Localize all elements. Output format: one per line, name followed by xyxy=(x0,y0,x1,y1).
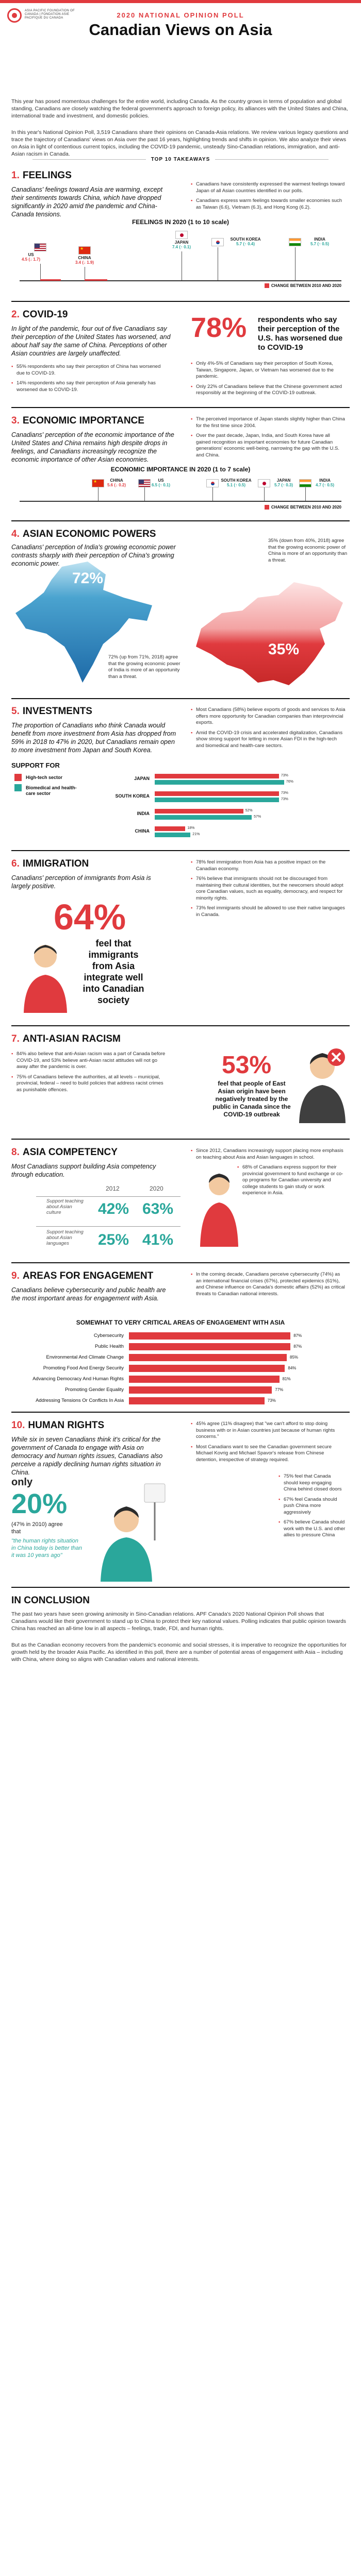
bullet: • 55% respondents who say their perception of China has worsened due to COVID-19. xyxy=(11,364,166,377)
south-korea-flag-icon xyxy=(206,479,219,487)
bullet: • 67% feel Canada should push China more aggressively xyxy=(278,1497,346,1516)
racism-big-caption: feel that people of East Asian origin have been negatively treated by the public in Canada since the COVID-19 outbreak xyxy=(212,1080,291,1118)
covid-big-stat: 78% xyxy=(191,312,247,343)
row-languages-2012: 25% xyxy=(98,1231,129,1248)
section-divider xyxy=(11,1025,350,1026)
pin-stem xyxy=(144,487,145,501)
investment-country-label: INDIA xyxy=(137,811,150,816)
section-number: 5. xyxy=(11,706,20,717)
section-title-text: ASIAN ECONOMIC POWERS xyxy=(22,529,156,539)
section-divider xyxy=(11,520,350,521)
immigration-big-caption: feel that immigrants from Asia integrate well into Canadian society xyxy=(83,938,144,1005)
bar-high-tech xyxy=(155,774,279,778)
pin-change: (↓ 0.2) xyxy=(114,483,126,487)
engagement-row xyxy=(0,1364,361,1373)
pin-change: (↑ 0.5) xyxy=(234,483,246,487)
pin-value: 5.7 xyxy=(310,242,317,246)
immigration-lead: Canadians' perception of immigrants from Asia is largely positive. xyxy=(11,874,151,890)
engagement-bar xyxy=(129,1386,272,1394)
section-divider xyxy=(11,1139,350,1140)
investment-row xyxy=(108,791,340,806)
investment-row xyxy=(108,809,340,823)
pin-label: SOUTH KOREA xyxy=(230,237,261,242)
legend-label: CHANGE BETWEEN 2010 AND 2020 xyxy=(271,283,341,288)
pin-change: (↑ 0.4) xyxy=(243,242,255,246)
india-flag-icon xyxy=(289,238,301,246)
logo-text: ASIA PACIFIC FOUNDATION OF CANADA | FONDATION ASIE PACIFIQUE DU CANADA xyxy=(25,9,75,20)
rights-big-sub: (47% in 2010) agree that xyxy=(11,1521,63,1535)
section-competency-title xyxy=(11,1147,118,1158)
row-culture-label: Support teaching about Asian culture xyxy=(46,1198,84,1215)
competency-lead: Most Canadians support building Asia competency through education. xyxy=(11,1163,156,1178)
investment-country-label: JAPAN xyxy=(134,776,150,781)
pin-value: 3.4 xyxy=(75,260,81,265)
section-divider xyxy=(11,301,350,302)
bullet: • 84% also believe that anti-Asian racism was a part of Canada before COVID-19, and 53% believe anti-Asian racist attitudes will not go away after the pandemic is over. xyxy=(11,1051,166,1071)
bullet: • Most Canadians want to see the Canadian government secure Michael Kovrig and Michael Spavor's release from Chinese detention, irrespective of strategy required. xyxy=(191,1444,346,1464)
bar-biomedical xyxy=(155,833,190,837)
table-rule xyxy=(36,1196,180,1197)
section-number: 10. xyxy=(11,1420,25,1431)
pin-south-korea xyxy=(227,237,264,246)
engagement-bar xyxy=(129,1397,265,1404)
feelings-bullets xyxy=(191,181,346,214)
bar-value-label: 52% xyxy=(245,809,253,812)
section-title-text: FEELINGS xyxy=(22,170,72,181)
bar-value-label: 73% xyxy=(281,774,288,777)
engagement-row xyxy=(0,1385,361,1395)
rights-lead: While six in seven Canadians think it's critical for the government of Canada to engage with Asia on democracy and human rights issues, Canadians also perceive a rapidly declining human rights situation in China. xyxy=(11,1436,163,1476)
pin-stem xyxy=(305,487,306,501)
engagement-row xyxy=(0,1342,361,1351)
rights-big-stat: 20% xyxy=(11,1488,68,1519)
pin-label: US xyxy=(158,478,164,483)
pin-stem xyxy=(98,487,99,501)
india-pct-label: 72% xyxy=(72,570,104,587)
engagement-value-label: 84% xyxy=(288,1366,297,1370)
section-divider xyxy=(11,1412,350,1413)
racism-person-icon xyxy=(294,1046,351,1123)
pin-change: (↓ 1.7) xyxy=(28,257,41,262)
section-title-text: AREAS FOR ENGAGEMENT xyxy=(22,1270,154,1281)
bar-high-tech xyxy=(155,809,243,814)
pin-stem xyxy=(40,264,41,280)
engagement-lead: Canadians believe cybersecurity and public health are the most important areas for engagement with Asia. xyxy=(11,1286,166,1302)
china-caption: 35% (down from 40%, 2018) agree that the growing economic power of China is more of an opportunity than a threat. xyxy=(268,538,348,563)
bullet: • Canadians express warm feelings towards smaller economies such as Taiwan (6.6), Vietnam (6.3), and Hong Kong (6.2). xyxy=(191,198,346,211)
pin-us xyxy=(15,252,46,262)
engagement-bar xyxy=(129,1332,290,1340)
feelings-axis xyxy=(20,280,341,281)
pin-china xyxy=(101,478,132,487)
powers-lead: Canadians' perception of India's growing economic power contrasts sharply with their perception of China's growing economic power. xyxy=(11,544,176,567)
engagement-category-label: Cybersecurity xyxy=(93,1333,124,1338)
section-divider xyxy=(11,407,350,408)
pin-label: CHINA xyxy=(78,256,91,260)
pin-value: 5.1 xyxy=(226,483,233,487)
pin-value: 6.5 xyxy=(151,483,158,487)
section-divider xyxy=(11,850,350,851)
engagement-category-label: Promoting Gender Equality xyxy=(64,1387,124,1393)
bullet: • 68% of Canadians express support for their provincial government to fund exchange or co-op programs for Canadian university and college students to gain study or work experience in Asia. xyxy=(237,1164,346,1197)
pin-label: JAPAN xyxy=(174,240,189,245)
bullet: • 45% agree (11% disagree) that "we can't afford to stop doing business with or in Asian countries just because of human rights concerns." xyxy=(191,1421,346,1440)
bullet: • 76% believe that immigrants should not be discouraged from maintaining their cultural identities, but the newcomers should adopt core Canadian values, such as equality, democracy, and respect for minority rights. xyxy=(191,876,346,902)
pin-label: INDIA xyxy=(314,237,325,242)
section-feelings-title xyxy=(11,170,72,181)
bullet: • Canadians have consistently expressed the warmest feelings toward Japan of all Asian countries identified in our polls. xyxy=(191,181,346,194)
key-swatch-biomedical xyxy=(14,784,22,791)
investment-country-label: CHINA xyxy=(135,828,150,834)
section-number: 6. xyxy=(11,858,20,869)
south-korea-flag-icon xyxy=(211,238,224,246)
engagement-bullets xyxy=(191,1272,346,1301)
intro-paragraph-2: In this year's National Opinion Poll, 3,519 Canadians share their opinions on Canada-Asia relations. We review various legacy questions and trace the trajectory of Canadians' views on Asia over the past 16 years, highlighting trends and shifts in opinion. We also analyze their views on Asia in light of contentious current topics, including the COVID-19 pandemic, unsteady Sino-Canadian relations, immigration, and anti-Asian racism in Canada. xyxy=(11,129,349,157)
china-flag-icon xyxy=(78,246,91,255)
immigration-bullets xyxy=(191,859,346,922)
feelings-chart-title: FEELINGS IN 2020 (1 to 10 scale) xyxy=(132,218,229,226)
engagement-chart-title: SOMEWHAT TO VERY CRITICAL AREAS OF ENGAGEMENT WITH ASIA xyxy=(76,1319,285,1326)
covid-lead: In light of the pandemic, four out of five Canadians say their perception of the United States has worsened, and about half say the same of China. Perceptions of other Asian countries are largely unaffected. xyxy=(11,325,171,357)
engagement-bar xyxy=(129,1365,285,1372)
section-rights-title xyxy=(11,1420,104,1431)
bar-biomedical xyxy=(155,780,284,785)
economic-chart-title: ECONOMIC IMPORTANCE IN 2020 (1 to 7 scale) xyxy=(110,466,251,473)
change-bar xyxy=(40,279,61,281)
bullet: • Only 22% of Canadians believe that the Chinese government acted responsibly at the beginning of the COVID-19 outbreak. xyxy=(191,384,346,397)
section-title-text: HUMAN RIGHTS xyxy=(28,1420,105,1431)
section-title-text: ANTI-ASIAN RACISM xyxy=(22,1033,121,1044)
pin-china xyxy=(69,256,100,265)
engagement-category-label: Public Health xyxy=(95,1344,124,1349)
investment-row xyxy=(108,774,340,788)
pin-label: INDIA xyxy=(319,478,331,483)
bullet: • 73% feel immigrants should be allowed to use their native languages in Canada. xyxy=(191,905,346,918)
pin-india xyxy=(309,478,340,487)
bullet: • 75% of Canadians believe the authorities, at all levels – municipal, provincial, federal – need to build policies that address racist crimes as punishable offences. xyxy=(11,1074,166,1094)
bar-value-label: 21% xyxy=(192,833,200,836)
engagement-category-label: Addressing Tensions Or Conflicts In Asia xyxy=(36,1398,124,1403)
pin-change: (↓ 1.9) xyxy=(82,260,94,265)
engagement-category-label: Environmental And Climate Change xyxy=(46,1354,124,1360)
covid-bullets-left xyxy=(11,364,166,397)
engagement-category-label: Advancing Democracy And Human Rights xyxy=(32,1376,124,1382)
section-title-text: COVID-19 xyxy=(22,309,68,320)
india-caption: 72% (up from 71%, 2018) agree that the growing economic power of India is more of an opportunity than a threat. xyxy=(108,654,180,680)
section-title-text: ECONOMIC IMPORTANCE xyxy=(22,415,144,426)
pin-label: CHINA xyxy=(110,478,123,483)
engagement-category-label: Promoting Food And Energy Security xyxy=(43,1365,124,1371)
key-label-biomedical: Biomedical and health-care sector xyxy=(26,785,77,796)
legend-swatch xyxy=(265,283,269,288)
investment-row xyxy=(108,826,340,841)
pin-change: (↑ 0.5) xyxy=(317,242,330,246)
engagement-row xyxy=(0,1396,361,1405)
section-divider xyxy=(11,1587,350,1588)
section-number: 3. xyxy=(11,415,20,426)
legend-label: CHANGE BETWEEN 2010 AND 2020 xyxy=(271,505,341,510)
section-racism-title xyxy=(11,1033,121,1045)
pin-value: 4.5 xyxy=(21,257,28,262)
bullet: • Only 4%-5% of Canadians say their perception of South Korea, Taiwan, Singapore, Japan, or Vietnam has worsened due to the pandemic. xyxy=(191,361,346,380)
section-divider xyxy=(11,698,350,699)
bar-value-label: 76% xyxy=(286,780,293,784)
section-title-text: INVESTMENTS xyxy=(22,706,92,717)
section-engagement-title xyxy=(11,1270,153,1282)
rights-sub-bullets xyxy=(278,1473,346,1543)
bar-high-tech xyxy=(155,826,185,831)
pin-value: 4.7 xyxy=(315,483,322,487)
pin-stem xyxy=(264,487,265,501)
col-2020-label: 2020 xyxy=(150,1185,163,1192)
engagement-row xyxy=(0,1331,361,1341)
engagement-value-label: 87% xyxy=(293,1333,302,1338)
rights-bullets xyxy=(191,1421,346,1467)
pin-label: SOUTH KOREA xyxy=(221,478,252,483)
engagement-value-label: 87% xyxy=(293,1344,302,1349)
key-swatch-high-tech xyxy=(14,774,22,781)
bullet: • Most Canadians (58%) believe exports of goods and services to Asia offers more opportunity for Canadian companies than interprovincial exports. xyxy=(191,707,346,726)
conclusion-paragraph-1: The past two years have seen growing animosity in Sino-Canadian relations. APF Canada's 2020 National Opinion Poll shows that Canadians would like their government to stand up to China to protect their key national values. Polling indicates that public opinion towards China has reached an all-time low in all aspects – feelings, trade, FDI, and human rights. xyxy=(11,1611,347,1632)
pin-value: 5.7 xyxy=(236,242,242,246)
conclusion-title: IN CONCLUSION xyxy=(11,1595,90,1606)
table-rule xyxy=(36,1226,180,1227)
feelings-lead: Canadians' feelings toward Asia are warming, except their sentiments towards China, which have dropped significantly in 2020 amid the pandemic and China-Canada tensions. xyxy=(11,186,163,218)
china-map xyxy=(191,582,346,690)
section-title-text: IMMIGRATION xyxy=(22,858,89,869)
racism-big-stat: 53% xyxy=(222,1052,272,1079)
intro-paragraph-1: This year has posed momentous challenges for the entire world, including Canada. As the country grows in terms of population and global standing, Canadians are closely watching the federal government's approach to foreign policy, its alliances with the United States and China, international trade and investment, and domestic policies. xyxy=(11,98,348,119)
bullet: • The perceived importance of Japan stands slightly higher than China for the first time since 2004. xyxy=(191,416,346,429)
pin-change: (↑ 0.3) xyxy=(281,483,293,487)
pin-value: 7.4 xyxy=(172,245,178,249)
bar-value-label: 57% xyxy=(254,815,261,819)
row-languages-label: Support teaching about Asian languages xyxy=(46,1229,84,1246)
support-for-label: SUPPORT FOR xyxy=(11,761,60,769)
pin-japan xyxy=(268,478,299,487)
engagement-bar xyxy=(129,1354,287,1361)
row-languages-2020: 41% xyxy=(142,1231,174,1248)
student-icon xyxy=(196,1170,242,1247)
header xyxy=(0,0,361,50)
poll-title: 2020 NATIONAL OPINION POLL xyxy=(117,11,244,19)
protest-icon xyxy=(88,1479,175,1582)
section-number: 9. xyxy=(11,1270,20,1281)
section-investments-title xyxy=(11,706,92,717)
pin-change: (↑ 0.1) xyxy=(179,245,191,249)
engagement-bar xyxy=(129,1376,280,1383)
bullet: • 78% feel immigration from Asia has a positive impact on the Canadian economy. xyxy=(191,859,346,872)
bar-value-label: 18% xyxy=(187,826,195,830)
pin-label: US xyxy=(28,252,34,257)
pin-japan xyxy=(166,240,197,249)
section-title-text: ASIA COMPETENCY xyxy=(22,1147,118,1158)
bullet: • 67% believe Canada should work with the U.S. and other allies to pressure China xyxy=(278,1519,346,1539)
pin-value: 5.6 xyxy=(107,483,113,487)
engagement-bar xyxy=(129,1343,290,1350)
takeaways-heading: TOP 10 TAKEAWAYS xyxy=(0,157,361,162)
section-number: 2. xyxy=(11,309,20,320)
bar-biomedical xyxy=(155,815,252,820)
change-legend xyxy=(265,283,341,288)
change-legend xyxy=(265,505,341,510)
japan-flag-icon xyxy=(175,231,188,239)
economic-bullets xyxy=(191,416,346,462)
rights-only-label: only xyxy=(11,1477,33,1488)
pin-stem xyxy=(212,487,213,501)
engagement-row xyxy=(0,1375,361,1384)
investment-country-label: SOUTH KOREA xyxy=(115,793,150,799)
conclusion-paragraph-2: But as the Canadian economy recovers from the pandemic's economic and social stresses, it is imperative to recognize the opportunities for growth held by the broader Asia Pacific. As identified in this poll, there are a number of potential areas of engagement with Asia – including with China, where doing so aligns with Canadian values and national interests. xyxy=(11,1642,347,1663)
bullet: • Amid the COVID-19 crisis and accelerated digitalization, Canadians show strong support for letting in more Asian FDI in the high-tech and biomedical and health-care sectors. xyxy=(191,730,346,750)
bullet: • 75% feel that Canada should keep engaging China behind closed doors xyxy=(278,1473,346,1493)
immigration-big-stat: 64% xyxy=(54,897,126,937)
pin-value: 5.7 xyxy=(274,483,281,487)
rights-big-caption: "the human rights situation in China today is better than it was 10 years ago" xyxy=(11,1538,82,1558)
investments-lead: The proportion of Canadians who think Canada would benefit from more investment from Asia has dropped from 59% in 2018 to 47% in 2020, but Canadians remain open to more investment from Japan and South Korea. xyxy=(11,722,176,754)
bar-value-label: 73% xyxy=(281,798,288,801)
key-label-high-tech: High-tech sector xyxy=(26,775,63,780)
section-divider xyxy=(11,1262,350,1263)
bar-high-tech xyxy=(155,791,279,796)
bar-value-label: 73% xyxy=(281,791,288,795)
section-number: 4. xyxy=(11,529,20,539)
section-economic-title xyxy=(11,415,144,427)
economic-axis xyxy=(20,501,341,502)
pin-us xyxy=(145,478,176,487)
section-number: 8. xyxy=(11,1147,20,1158)
pin-change: (↑ 0.5) xyxy=(322,483,335,487)
engagement-value-label: 73% xyxy=(267,1398,276,1403)
row-culture-2012: 42% xyxy=(98,1200,129,1217)
section-number: 1. xyxy=(11,170,20,181)
economic-lead: Canadians' perception of the economic importance of the United States and China remains high despite drops in feelings, and Canadians increasingly recognize the economic importance of other Asian economies. xyxy=(11,431,174,463)
row-culture-2020: 63% xyxy=(142,1200,174,1217)
bar-biomedical xyxy=(155,798,279,802)
pin-india xyxy=(304,237,335,246)
pin-label: JAPAN xyxy=(276,478,291,483)
engagement-value-label: 81% xyxy=(282,1377,291,1381)
change-bar xyxy=(85,279,107,281)
section-covid-title xyxy=(11,309,68,320)
pin-stem xyxy=(295,247,296,280)
racism-bullets xyxy=(11,1051,166,1097)
legend-swatch xyxy=(265,505,269,510)
immigration-person-icon xyxy=(14,941,76,1013)
bullet: • 14% respondents who say their perception of Asia generally has worsened due to COVID-19. xyxy=(11,380,166,393)
section-number: 7. xyxy=(11,1033,20,1044)
pin-south-korea xyxy=(218,478,255,487)
pin-change: (↑ 0.1) xyxy=(158,483,171,487)
header-stripe xyxy=(0,0,361,3)
china-shape xyxy=(196,582,343,685)
covid-bullets-right xyxy=(191,361,346,400)
section-powers-title xyxy=(11,529,156,540)
bullet: • Since 2012, Canadians increasingly support placing more emphasis on teaching about Asia and Asian languages in school. xyxy=(191,1148,346,1161)
investments-bullets xyxy=(191,707,346,753)
main-title: Canadian Views on Asia xyxy=(89,21,272,39)
us-flag-icon xyxy=(34,243,46,251)
section-immigration-title xyxy=(11,858,89,870)
engagement-value-label: 85% xyxy=(290,1355,299,1360)
bullet: • In the coming decade, Canadians perceive cybersecurity (74%) as an international financial crises (67%), protected epidemics (61%), and Chinese influence on Canada's domestic affairs (52%) as critical threats to Canadian national interests. xyxy=(191,1272,346,1297)
bullet: • Over the past decade, Japan, India, and South Korea have all gained recognition as important economies for future Canadian generations' economic well-being, narrowing the gap with the U.S. and China. xyxy=(191,433,346,459)
china-pct-label: 35% xyxy=(268,641,300,658)
engagement-row xyxy=(0,1353,361,1362)
covid-big-caption: respondents who say their perception of the U.S. has worsened due to COVID-19 xyxy=(258,315,343,352)
engagement-value-label: 77% xyxy=(275,1387,284,1392)
col-2012-label: 2012 xyxy=(106,1185,120,1192)
